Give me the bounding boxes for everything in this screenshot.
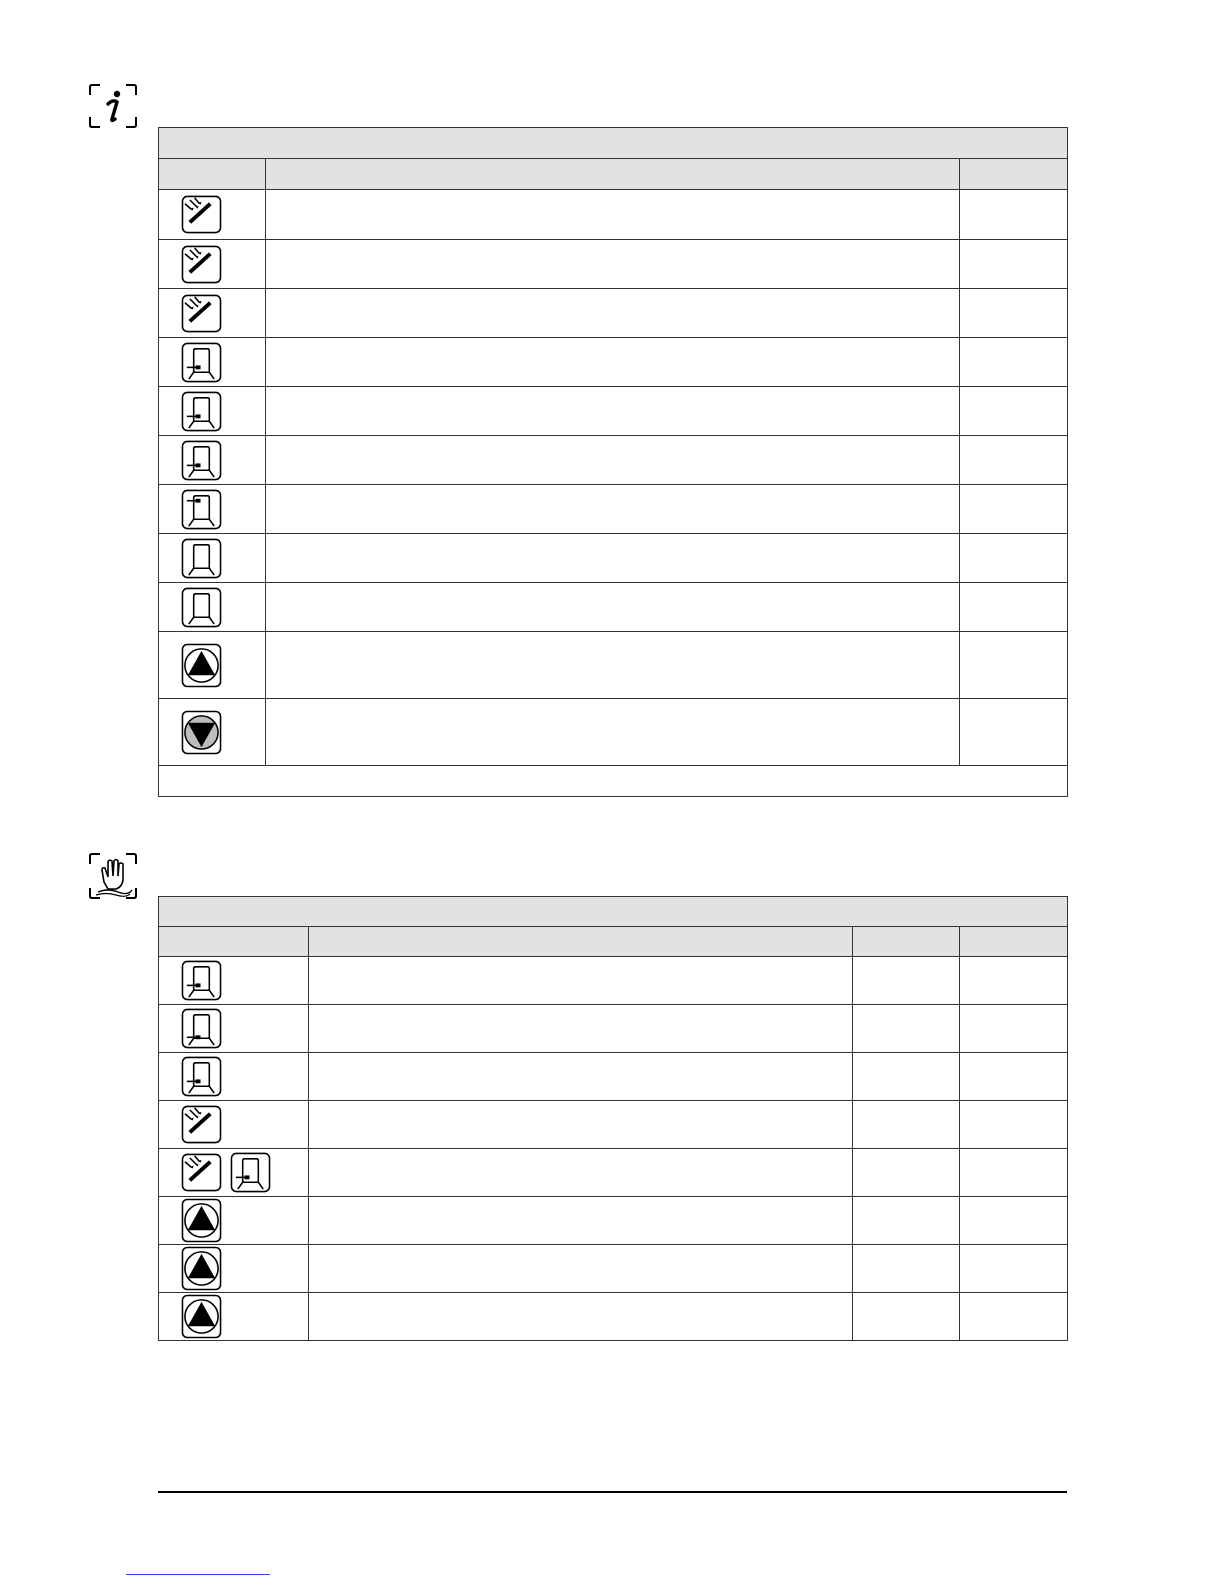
row-description [266, 387, 960, 436]
table-row [159, 534, 1068, 583]
row-description [266, 240, 960, 289]
row-description [266, 485, 960, 534]
table-row [159, 436, 1068, 485]
row-value [960, 190, 1068, 240]
pump-up-icon [181, 1198, 222, 1243]
boiler-probe-low-icon [230, 1152, 271, 1193]
table-row [159, 957, 1068, 1005]
table-row [159, 1149, 1068, 1197]
table-row [159, 387, 1068, 436]
row-value [960, 289, 1068, 338]
pump-up-icon [181, 643, 222, 688]
row-value [960, 583, 1068, 632]
row-description [309, 1053, 853, 1101]
row-value-1 [853, 957, 960, 1005]
row-value [960, 240, 1068, 289]
sprinkler-icon [181, 294, 222, 333]
footer-divider [158, 1491, 1067, 1493]
table-1-header-icon [159, 159, 266, 190]
table-row [159, 190, 1068, 240]
boiler-probe-low-icon [181, 391, 222, 432]
row-description [266, 190, 960, 240]
row-value-1 [853, 1005, 960, 1053]
row-description [266, 699, 960, 766]
row-value [960, 338, 1068, 387]
info-icon [88, 83, 138, 129]
sprinkler-icon [181, 1153, 222, 1192]
page-link[interactable] [126, 1574, 270, 1575]
row-description [266, 534, 960, 583]
pump-up-icon [181, 1246, 222, 1291]
row-value [960, 534, 1068, 583]
row-value-2 [960, 1245, 1068, 1293]
row-value-2 [960, 1005, 1068, 1053]
table-2-header-value-2 [960, 927, 1068, 957]
row-description [309, 1149, 853, 1197]
row-value [960, 436, 1068, 485]
row-description [266, 436, 960, 485]
table-2 [158, 896, 1068, 1341]
table-row [159, 1101, 1068, 1149]
table-2-title-row [159, 897, 1068, 927]
sprinkler-icon [181, 1105, 222, 1144]
row-description [266, 632, 960, 699]
hand-pointer-icon [88, 852, 138, 900]
table-row [159, 1245, 1068, 1293]
row-value-2 [960, 957, 1068, 1005]
row-value [960, 699, 1068, 766]
table-row [159, 338, 1068, 387]
row-value-1 [853, 1245, 960, 1293]
table-row [159, 289, 1068, 338]
sprinkler-icon [181, 195, 222, 234]
table-row [159, 583, 1068, 632]
table-1-header-description [266, 159, 960, 190]
pump-down-icon [181, 710, 222, 755]
row-value [960, 387, 1068, 436]
table-2-header-row [159, 927, 1068, 957]
table-1-title [159, 128, 1068, 159]
row-description [266, 338, 960, 387]
sprinkler-icon [181, 245, 222, 284]
table-2-header-value-1 [853, 927, 960, 957]
table-1-footer-row [159, 766, 1068, 797]
table-2-title [159, 897, 1068, 927]
row-value [960, 632, 1068, 699]
table-1 [158, 127, 1068, 797]
table-2-header-icon [159, 927, 309, 957]
table-row [159, 1197, 1068, 1245]
row-description [309, 957, 853, 1005]
boiler-probe-high-icon [181, 489, 222, 530]
boiler-icon [181, 538, 222, 579]
boiler-probe-low-icon [181, 960, 222, 1001]
pump-up-icon [181, 1294, 222, 1339]
table-row [159, 1005, 1068, 1053]
row-description [309, 1293, 853, 1341]
row-description [309, 1197, 853, 1245]
boiler-probe-low-icon [181, 342, 222, 383]
row-value-2 [960, 1101, 1068, 1149]
row-value [960, 485, 1068, 534]
table-1-footer [159, 766, 1068, 797]
row-value-1 [853, 1053, 960, 1101]
boiler-probe-mid-icon [181, 1008, 222, 1049]
row-value-2 [960, 1149, 1068, 1197]
row-value-1 [853, 1293, 960, 1341]
row-description [309, 1005, 853, 1053]
table-row [159, 485, 1068, 534]
table-1-header-value [960, 159, 1068, 190]
row-description [309, 1101, 853, 1149]
table-1-title-row [159, 128, 1068, 159]
row-value-1 [853, 1101, 960, 1149]
row-value-2 [960, 1197, 1068, 1245]
table-row [159, 699, 1068, 766]
table-row [159, 1293, 1068, 1341]
row-value-2 [960, 1053, 1068, 1101]
row-description [309, 1245, 853, 1293]
boiler-icon [181, 587, 222, 628]
table-1-header-row [159, 159, 1068, 190]
row-value-1 [853, 1149, 960, 1197]
table-row [159, 240, 1068, 289]
table-2-header-description [309, 927, 853, 957]
row-value-2 [960, 1293, 1068, 1341]
boiler-probe-low-icon [181, 440, 222, 481]
row-description [266, 289, 960, 338]
boiler-probe-low-icon [181, 1056, 222, 1097]
row-description [266, 583, 960, 632]
table-row [159, 632, 1068, 699]
table-row [159, 1053, 1068, 1101]
row-value-1 [853, 1197, 960, 1245]
